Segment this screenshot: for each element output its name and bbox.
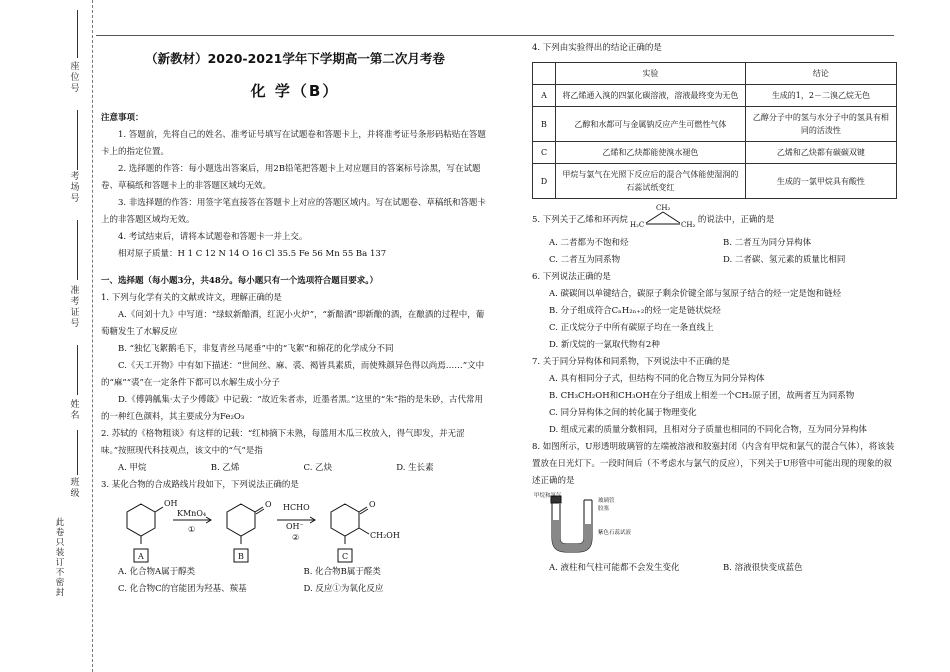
cyclopropane-diagram [628, 203, 698, 229]
binding-line [77, 430, 78, 475]
left-column [101, 44, 489, 598]
notice-item: 3. 非选择题的作答：用签字笔直接答在答题卡上对应的答题区域内。写在试题卷、草稿纸和答题卡上的非答题区域均无效。 [101, 198, 486, 225]
q8-option: A. 液柱和气柱可能都不会发生变化 [549, 563, 680, 573]
fold-line [92, 0, 93, 672]
right-column [532, 40, 897, 577]
bond [359, 507, 367, 512]
liquid-fill [552, 520, 592, 552]
ch2oh-label: CH₂OH [370, 531, 400, 540]
label-gas: 甲烷和氯气 [534, 493, 562, 499]
label-litmus: 紫色石蕊试液 [598, 530, 632, 536]
synthesis-route-diagram [101, 494, 489, 564]
q6-option: D. 新戊烷的一氯取代物有2种 [549, 340, 660, 350]
top-rule [96, 35, 894, 36]
ch2-right: CH₂ [680, 221, 696, 229]
q1-option: A.《问刘十九》中写道：“绿蚁新醅酒，红泥小火炉”，“新醅酒”即新酿的酒，在酿酒的过程中，葡萄糖发生了水解反应 [101, 310, 485, 337]
table-header-cell: 结论 [745, 63, 896, 85]
bond [360, 509, 368, 514]
bond [255, 507, 263, 512]
label-stopper: 胶塞 [598, 506, 610, 512]
h2c-left: H₂C [629, 221, 645, 229]
step-2: ② [292, 533, 300, 542]
bond [155, 507, 163, 512]
q1-option: D.《傅鹑觚集·太子少傅箴》中记载：“故近朱者赤，近墨者黑。”这里的“朱”指的是朱砂，古代常用的一种红色颜料，其主要成分为Fe₂O₃ [101, 395, 484, 422]
binding-strip [52, 0, 100, 672]
q5-option: B. 二者互为同分异构体 [723, 238, 812, 248]
bond [663, 212, 680, 223]
table-cell: A [533, 85, 556, 107]
binding-line [77, 220, 78, 280]
room-label: 考场号 [70, 172, 80, 204]
q8-option: B. 溶液很快变成蓝色 [723, 563, 803, 573]
oh-label: OH [164, 499, 178, 508]
binding-line [77, 345, 78, 395]
q7-option: C. 同分异构体之间的转化属于物理变化 [549, 408, 697, 418]
table-row [533, 142, 897, 164]
q1-option: B. “独忆飞絮鹅毛下，非复青丝马尾垂”中的“飞絮”和棉花的化学成分不同 [118, 344, 394, 354]
reagent-2b: OH⁻ [286, 522, 304, 531]
table-cell: 乙醇分子中的氢与水分子中的氢具有相同的活泼性 [745, 107, 896, 142]
q3-options [101, 564, 489, 598]
notice-item: 1. 答题前，先将自己的姓名、准考证号填写在试题卷和答题卡上，并将准考证号条形码粘贴在答题卡上的指定位置。 [101, 130, 486, 157]
bond [646, 212, 663, 223]
label-a: A [138, 552, 144, 561]
q7-option: A. 具有相同分子式，但结构不同的化合物互为同分异构体 [549, 374, 765, 384]
table-header-cell [533, 63, 556, 85]
q5-stem-end: 的说法中，正确的是 [697, 215, 775, 225]
q3-option: A. 化合物A属于醇类 [118, 567, 196, 577]
q7-option: B. CH₃CH₂OH和CH₃OH在分子组成上相差一个CH₂原子团，故两者互为同系物 [549, 391, 855, 401]
q1-stem: 1. 下列与化学有关的文献或诗文，理解正确的是 [101, 293, 282, 303]
q5-option: C. 二者互为同系物 [549, 255, 621, 265]
table-row [533, 164, 897, 199]
notice-item: 4. 考试结束后，请将本试题卷和答题卡一并上交。 [118, 232, 308, 242]
q6-option: B. 分子组成符合CₙH₂ₙ₊₂的烃一定是链状烷烃 [549, 306, 721, 316]
q2-stem: 2. 苏轼的《格物粗谈》有这样的记载：“红柿摘下未熟，每篮用木瓜三枚放入，得气即发，并无涩味。”按照现代科技观点，该文中的“气”是指 [101, 429, 465, 456]
exam-title: （新教材）2020-2021学年下学期高一第二次月考卷 [145, 51, 445, 66]
bond [256, 509, 264, 514]
table-header-row [533, 63, 897, 85]
ring-c [331, 504, 359, 536]
ring-a [127, 504, 155, 536]
q2-options [101, 460, 489, 477]
table-cell: C [533, 142, 556, 164]
q3-option: C. 化合物C的官能团为羟基、羰基 [118, 584, 247, 594]
table-cell: 乙烯和乙炔都能使溴水褪色 [556, 142, 746, 164]
u-tube-inner [560, 500, 584, 544]
binding-line [77, 110, 78, 170]
section-heading: 一、选择题（每小题3分，共48分。每小题只有一个选项符合题目要求。） [101, 276, 378, 286]
table-row [533, 85, 897, 107]
table-cell: B [533, 107, 556, 142]
q5-stem-row [532, 203, 897, 229]
q5-stem: 5. 下列关于乙烯和环丙烷 [532, 215, 628, 225]
q6-option: A. 碳碳间以单键结合，碳原子剩余价键全部与氢原子结合的烃一定是饱和链烃 [549, 289, 842, 299]
seat-label: 座位号 [70, 62, 80, 94]
q2-option: D. 生长素 [396, 463, 434, 473]
label-tube: 玻璃管 [598, 498, 615, 504]
seal-text: 此卷只装订不密封 [55, 518, 65, 598]
q7-option: D. 组成元素的质量分数相同，且相对分子质量也相同的不同化合物，互为同分异构体 [549, 425, 867, 435]
reagent-2: HCHO [283, 503, 310, 512]
step-1: ① [188, 525, 196, 534]
q2-option: C. 乙炔 [303, 463, 333, 473]
ring-b [227, 504, 255, 536]
ticket-label: 准考证号 [70, 286, 80, 329]
label-c: C [342, 552, 349, 561]
class-label: 班级 [70, 478, 80, 499]
name-label: 姓名 [70, 400, 80, 421]
q2-option: B. 乙烯 [210, 463, 240, 473]
table-cell: D [533, 164, 556, 199]
ch2-top: CH₂ [655, 204, 671, 212]
atomic-masses: 相对原子质量：H 1 C 12 N 14 O 16 Cl 35.5 Fe 56 Mn 55 Ba 137 [118, 249, 387, 259]
q3-option: D. 反应①为氧化反应 [303, 584, 384, 594]
reagent-1: KMnO₄ [177, 509, 207, 518]
table-header-cell: 实验 [556, 63, 746, 85]
q6-option: C. 正戊烷分子中所有碳原子均在一条直线上 [549, 323, 714, 333]
q3-stem: 3. 某化合物的合成路线片段如下，下列说法正确的是 [101, 480, 299, 490]
q8-stem: 8. 如图所示，U形透明玻璃管的左端被溶液和胶塞封闭（内含有甲烷和氯气的混合气体），将该装置放在日光灯下。一段时间后（不考虑水与氯气的反应），下列关于U形管中可能出现的现象的叙述正确的是 [532, 442, 895, 486]
q5-option: A. 二者都为不饱和烃 [549, 238, 629, 248]
notice-item: 2. 选择题的作答：每小题选出答案后，用2B铅笔把答题卡上对应题目的答案标号涂黑，写在试题卷、草稿纸和答题卡上的非答题区域均无效。 [101, 164, 481, 191]
q7-stem: 7. 关于同分异构体和同系物，下列说法中不正确的是 [532, 357, 730, 367]
q6-stem: 6. 下列说法正确的是 [532, 272, 611, 282]
table-cell: 将乙烯通入溴的四氯化碳溶液，溶液最终变为无色 [556, 85, 746, 107]
binding-line [77, 10, 78, 58]
u-tube-diagram [532, 490, 897, 556]
notice-heading: 注意事项： [101, 113, 144, 123]
exam-subtitle: 化 学（B） [250, 82, 340, 100]
bond [359, 528, 369, 534]
o-label: O [369, 500, 376, 509]
q2-option: A. 甲烷 [118, 463, 147, 473]
table-cell: 甲烷与氯气在光照下反应后的混合气体能使湿润的石蕊试纸变红 [556, 164, 746, 199]
o-label: O [265, 500, 272, 509]
table-cell: 生成的1，2－二溴乙烷无色 [745, 85, 896, 107]
table-row [533, 107, 897, 142]
label-b: B [238, 552, 244, 561]
q8-options [532, 560, 897, 577]
q5-options [532, 235, 897, 269]
q3-option: B. 化合物B属于醛类 [303, 567, 381, 577]
q1-option: C.《天工开物》中有如下描述：“世间丝、麻、裘、褐皆具素质，而使殊颜异色得以尚焉……”文中的“麻”“裘”在一定条件下都可以水解生成小分子 [101, 361, 485, 388]
q4-table [532, 62, 897, 199]
q5-option: D. 二者碳、氢元素的质量比相同 [723, 255, 846, 265]
table-cell: 乙醇和水都可与金属钠反应产生可燃性气体 [556, 107, 746, 142]
q4-stem: 4. 下列由实验得出的结论正确的是 [532, 43, 662, 53]
table-cell: 生成的一氯甲烷具有酸性 [745, 164, 896, 199]
table-cell: 乙烯和乙炔都有碳碳双键 [745, 142, 896, 164]
